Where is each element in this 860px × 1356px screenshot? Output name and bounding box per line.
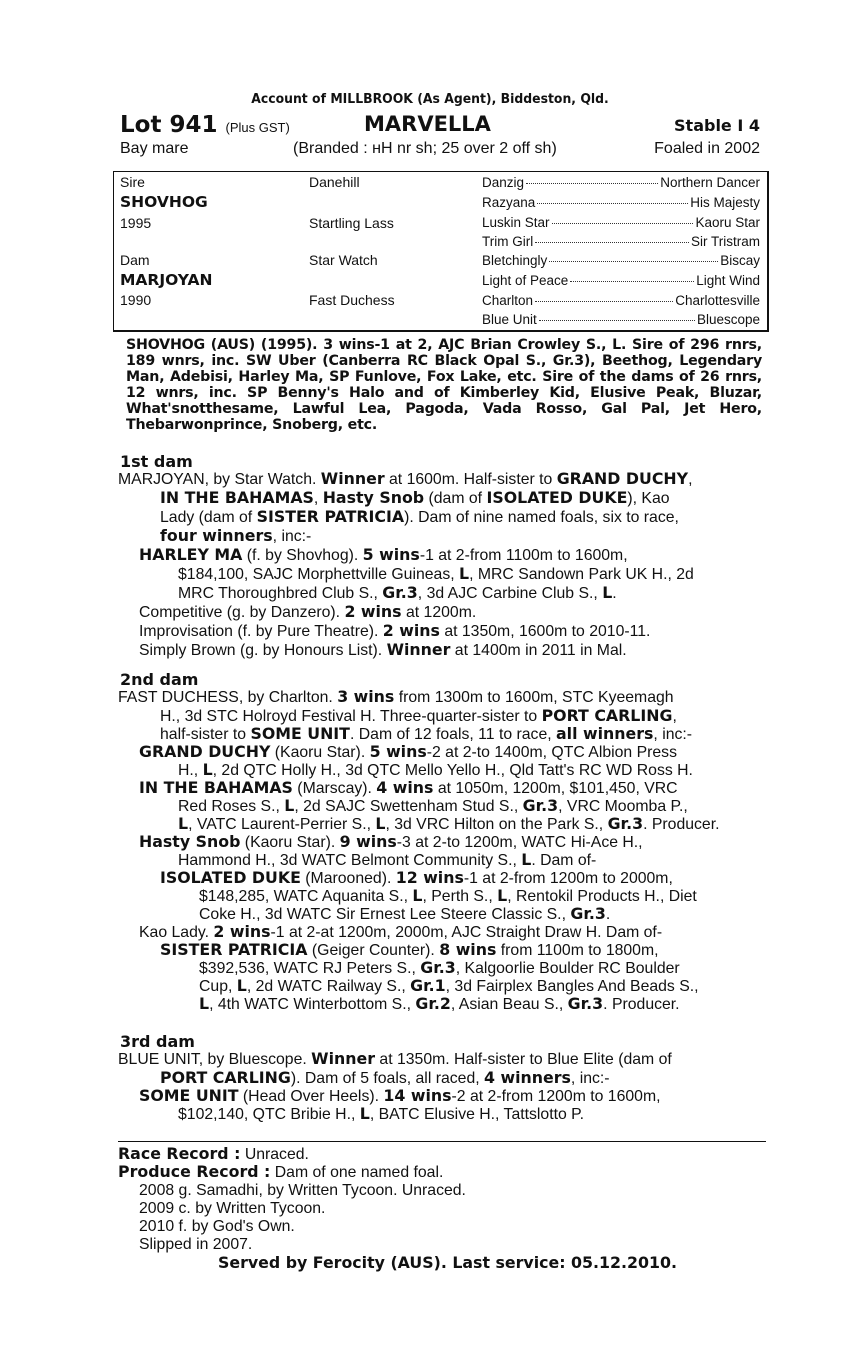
- stable-number: Stable I 4: [674, 116, 760, 135]
- gp-parent: Sir Tristram: [691, 234, 760, 249]
- text-line: Red Roses S., L, 2d SAJC Swettenham Stud S., Gr.3, VRC Moomba P.,: [178, 797, 688, 815]
- records-section: [0, 1145, 860, 1275]
- leader-dots: [535, 242, 689, 243]
- sire-year: 1995: [120, 215, 152, 231]
- text-line: MARJOYAN, by Star Watch. Winner at 1600m. Half-sister to GRAND DUCHY,: [118, 470, 693, 488]
- gp-parent: Charlottesville: [675, 293, 760, 308]
- grandparent-row: [482, 273, 760, 288]
- produce-item: 2008 g. Samadhi, by Written Tycoon. Unraced.: [139, 1182, 466, 1199]
- leader-dots: [537, 203, 688, 204]
- text-line: GRAND DUCHY (Kaoru Star). 5 wins-2 at 2-to 1400m, QTC Albion Press: [139, 743, 677, 761]
- gp-parent: Kaoru Star: [695, 215, 760, 230]
- grandparent-row: [482, 253, 760, 268]
- grandparent-row: [482, 195, 760, 210]
- gp-parent: His Majesty: [690, 195, 760, 210]
- text-line: Competitive (g. by Danzero). 2 wins at 1200m.: [139, 603, 477, 621]
- sire-name: SHOVHOG: [120, 193, 208, 211]
- grandparent-row: [482, 215, 760, 230]
- third-dam-section: [0, 1050, 860, 1130]
- lot-header: [120, 112, 760, 142]
- text-line: HARLEY MA (f. by Shovhog). 5 wins-1 at 2-from 1100m to 1600m,: [139, 546, 628, 564]
- text-line: $102,140, QTC Bribie H., L, BATC Elusive H., Tattslotto P.: [178, 1105, 585, 1123]
- dam-label: Dam: [120, 252, 150, 268]
- gp-name: Luskin Star: [482, 215, 550, 230]
- text-line: Coke H., 3d WATC Sir Ernest Lee Steere Classic S., Gr.3.: [199, 905, 611, 923]
- first-dam-section: [0, 470, 860, 660]
- produce-record-label: Produce Record :: [118, 1163, 271, 1181]
- lot-number: [120, 112, 290, 138]
- text-line: Improvisation (f. by Pure Theatre). 2 wins at 1350m, 1600m to 2010-11.: [139, 622, 651, 640]
- service-note: [218, 1254, 764, 1273]
- dam-dam: Fast Duchess: [309, 292, 395, 308]
- gp-parent: Bluescope: [696, 312, 760, 327]
- gp-name: Razyana: [482, 195, 536, 210]
- grandparent-row: [482, 293, 760, 308]
- produce-record: [118, 1163, 764, 1182]
- lot-label: Lot 941: [120, 112, 218, 138]
- gp-name: Blue Unit: [482, 312, 537, 327]
- gp-name: Trim Girl: [482, 234, 534, 249]
- leader-dots: [539, 320, 695, 321]
- foaled-year: Foaled in 2002: [654, 140, 760, 157]
- race-record-value: Unraced.: [244, 1146, 309, 1163]
- leader-dots: [570, 281, 694, 282]
- text-line: H., L, 2d QTC Holly H., 3d QTC Mello Yello H., Qld Tatt's RC WD Ross H.: [178, 761, 693, 779]
- grandparent-row: [482, 234, 760, 249]
- horse-name: MARVELLA: [364, 112, 491, 136]
- served-by: Served by Ferocity (AUS). Last service: 05.12.2010.: [218, 1254, 677, 1272]
- text-line: $392,536, WATC RJ Peters S., Gr.3, Kalgoorlie Boulder RC Boulder: [199, 959, 680, 977]
- leader-dots: [535, 301, 673, 302]
- pedigree-table: [113, 171, 769, 332]
- text-line: PORT CARLING). Dam of 5 foals, all raced, 4 winners, inc:-: [160, 1069, 610, 1087]
- text-line: SOME UNIT (Head Over Heels). 14 wins-2 at 2-from 1200m to 1600m,: [139, 1087, 661, 1105]
- produce-record-value: Dam of one named foal.: [274, 1164, 444, 1181]
- gp-name: Danzig: [482, 175, 525, 190]
- dam-year: 1990: [120, 292, 152, 308]
- second-dam-heading: 2nd dam: [120, 670, 199, 689]
- text-line: H., 3d STC Holroyd Festival H. Three-quarter-sister to PORT CARLING,: [160, 707, 677, 725]
- text-line: $148,285, WATC Aquanita S., L, Perth S., L, Rentokil Products H., Diet: [199, 887, 697, 905]
- text-line: Hasty Snob (Kaoru Star). 9 wins-3 at 2-to 1200m, WATC Hi-Ace H.,: [139, 833, 643, 851]
- text-line: FAST DUCHESS, by Charlton. 3 wins from 1300m to 1600m, STC Kyeemagh: [118, 688, 674, 706]
- text-line: $184,100, SAJC Morphettville Guineas, L, MRC Sandown Park UK H., 2d: [178, 565, 694, 583]
- first-dam-heading: 1st dam: [120, 452, 193, 471]
- text-line: Lady (dam of SISTER PATRICIA). Dam of nine named foals, six to race,: [160, 508, 679, 526]
- text-line: BLUE UNIT, by Bluescope. Winner at 1350m. Half-sister to Blue Elite (dam of: [118, 1050, 672, 1068]
- horse-details: [120, 140, 760, 164]
- text-line: half-sister to SOME UNIT. Dam of 12 foals, 11 to race, all winners, inc:-: [160, 725, 693, 743]
- gp-name: Light of Peace: [482, 273, 569, 288]
- produce-item: Slipped in 2007.: [139, 1236, 253, 1253]
- produce-item: 2010 f. by God's Own.: [139, 1218, 295, 1235]
- gp-name: Charlton: [482, 293, 534, 308]
- text-line: SISTER PATRICIA (Geiger Counter). 8 wins from 1100m to 1800m,: [160, 941, 659, 959]
- sire-label: Sire: [120, 174, 145, 190]
- text-line: L, 4th WATC Winterbottom S., Gr.2, Asian Beau S., Gr.3. Producer.: [199, 995, 680, 1013]
- text-line: Cup, L, 2d WATC Railway S., Gr.1, 3d Fairplex Bangles And Beads S.,: [199, 977, 699, 995]
- grandparent-row: [482, 175, 760, 190]
- gst-note: (Plus GST): [225, 120, 290, 135]
- gp-parent: Northern Dancer: [660, 175, 760, 190]
- race-record: [118, 1145, 764, 1164]
- text-line: IN THE BAHAMAS, Hasty Snob (dam of ISOLATED DUKE), Kao: [160, 489, 670, 507]
- sire-dam: Startling Lass: [309, 215, 394, 231]
- dam-name: MARJOYAN: [120, 271, 213, 289]
- text-line: Hammond H., 3d WATC Belmont Community S., L. Dam of-: [178, 851, 597, 869]
- gp-name: Bletchingly: [482, 253, 548, 268]
- sire-sire: Danehill: [309, 174, 360, 190]
- text-line: ISOLATED DUKE (Marooned). 12 wins-1 at 2-from 1200m to 2000m,: [160, 869, 673, 887]
- text-line: four winners, inc:-: [160, 527, 312, 545]
- leader-dots: [526, 183, 658, 184]
- vendor-line: Account of MILLBROOK (As Agent), Biddeston, Qld.: [251, 91, 609, 107]
- gp-parent: Light Wind: [696, 273, 760, 288]
- gp-parent: Biscay: [720, 253, 760, 268]
- race-record-label: Race Record :: [118, 1145, 241, 1163]
- dam-sire: Star Watch: [309, 252, 378, 268]
- text-line: IN THE BAHAMAS (Marscay). 4 wins at 1050m, 1200m, $101,450, VRC: [139, 779, 678, 797]
- text-line: Kao Lady. 2 wins-1 at 2-at 1200m, 2000m, AJC Straight Draw H. Dam of-: [139, 923, 663, 941]
- leader-dots: [549, 261, 718, 262]
- grandparent-row: [482, 312, 760, 327]
- sire-summary: SHOVHOG (AUS) (1995). 3 wins-1 at 2, AJC Brian Crowley S., L. Sire of 296 rnrs, 189 wnrs, inc. SW Uber (Canberra RC Black Opal S., Gr.3), Beethog, Legendary Man, Adebisi, Harley Ma, SP Funlove, Fox Lake, etc. Sire of the dams of 26 rnrs, 12 wnrs, inc. SP Benny's Halo and of Kimberley Kid, Elusive Peak, Bluzar, What'snotthesame, Lawful Lea, Pagoda, Vada Rosso, Gal Pal, Jet Hero, Thebarwonprince, Snoberg, etc.: [126, 337, 762, 433]
- second-dam-section: [0, 688, 860, 1028]
- produce-item: 2009 c. by Written Tycoon.: [139, 1200, 326, 1217]
- horse-brand: (Branded : ʜH nr sh; 25 over 2 off sh): [293, 140, 557, 157]
- text-line: Simply Brown (g. by Honours List). Winner at 1400m in 2011 in Mal.: [139, 641, 627, 659]
- third-dam-heading: 3rd dam: [120, 1032, 195, 1051]
- horse-sex: Bay mare: [120, 140, 189, 157]
- divider-rule: [118, 1141, 766, 1142]
- text-line: MRC Thoroughbred Club S., Gr.3, 3d AJC Carbine Club S., L.: [178, 584, 617, 602]
- text-line: L, VATC Laurent-Perrier S., L, 3d VRC Hilton on the Park S., Gr.3. Producer.: [178, 815, 720, 833]
- leader-dots: [552, 223, 694, 224]
